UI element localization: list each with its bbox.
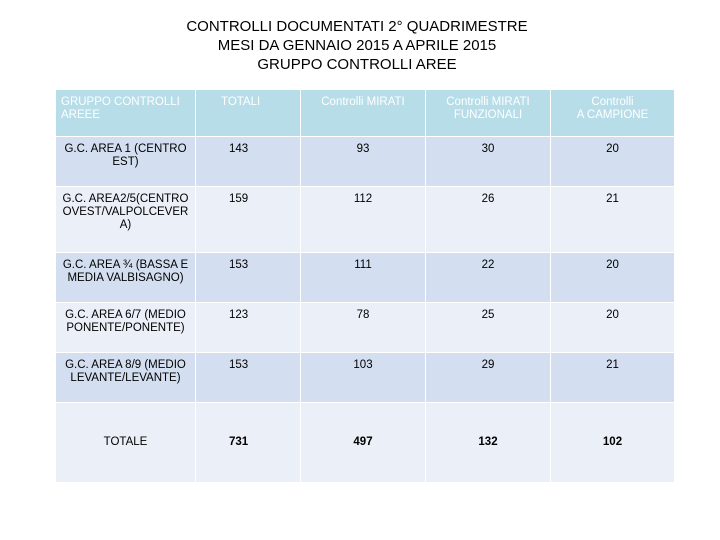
mirati-cell: 111 <box>301 253 426 303</box>
totali-cell: 153 <box>196 253 301 303</box>
funzionali-cell: 30 <box>426 137 551 187</box>
totali-cell: 123 <box>196 303 301 353</box>
controls-table <box>55 89 675 483</box>
funzionali-cell: 22 <box>426 253 551 303</box>
title-line-2: MESI DA GENNAIO 2015 A APRILE 2015 <box>217 37 497 54</box>
title-line-1: CONTROLLI DOCUMENTATI 2° QUADRIMESTRE <box>186 18 528 35</box>
campione-cell: 21 <box>551 187 675 253</box>
header-mirati: Controlli MIRATI <box>301 90 426 137</box>
campione-cell: 20 <box>551 253 675 303</box>
area-cell: G.C. AREA 8/9 (MEDIO LEVANTE/LEVANTE) <box>56 353 196 403</box>
area-cell: G.C. AREA ¾ (BASSA E MEDIA VALBISAGNO) <box>56 253 196 303</box>
header-campione: Controlli A CAMPIONE <box>551 90 675 137</box>
area-cell: G.C. AREA2/5(CENTRO OVEST/VALPOLCEVERA) <box>56 187 196 253</box>
campione-cell: 21 <box>551 353 675 403</box>
funzionali-cell: 29 <box>426 353 551 403</box>
total-label: TOTALE <box>56 403 196 483</box>
title-line-3: GRUPPO CONTROLLI AREE <box>257 56 457 73</box>
table-row <box>56 353 675 403</box>
funzionali-cell: 25 <box>426 303 551 353</box>
total-mirati: 497 <box>301 403 426 483</box>
table-row <box>56 137 675 187</box>
totali-cell: 153 <box>196 353 301 403</box>
page-title <box>0 17 714 74</box>
total-funzionali: 132 <box>426 403 551 483</box>
mirati-cell: 103 <box>301 353 426 403</box>
table-row <box>56 303 675 353</box>
area-cell: G.C. AREA 1 (CENTRO EST) <box>56 137 196 187</box>
total-campione: 102 <box>551 403 675 483</box>
mirati-cell: 78 <box>301 303 426 353</box>
table-header-row <box>56 90 675 137</box>
header-gruppo: GRUPPO CONTROLLI AREEE <box>56 90 196 137</box>
mirati-cell: 93 <box>301 137 426 187</box>
mirati-cell: 112 <box>301 187 426 253</box>
header-funzionali: Controlli MIRATI FUNZIONALI <box>426 90 551 137</box>
totali-cell: 143 <box>196 137 301 187</box>
table-row <box>56 253 675 303</box>
header-totali: TOTALI <box>196 90 301 137</box>
campione-cell: 20 <box>551 303 675 353</box>
funzionali-cell: 26 <box>426 187 551 253</box>
campione-cell: 20 <box>551 137 675 187</box>
total-totali: 731 <box>196 403 301 483</box>
table-total-row <box>56 403 675 483</box>
totali-cell: 159 <box>196 187 301 253</box>
table-row <box>56 187 675 253</box>
area-cell: G.C. AREA 6/7 (MEDIO PONENTE/PONENTE) <box>56 303 196 353</box>
